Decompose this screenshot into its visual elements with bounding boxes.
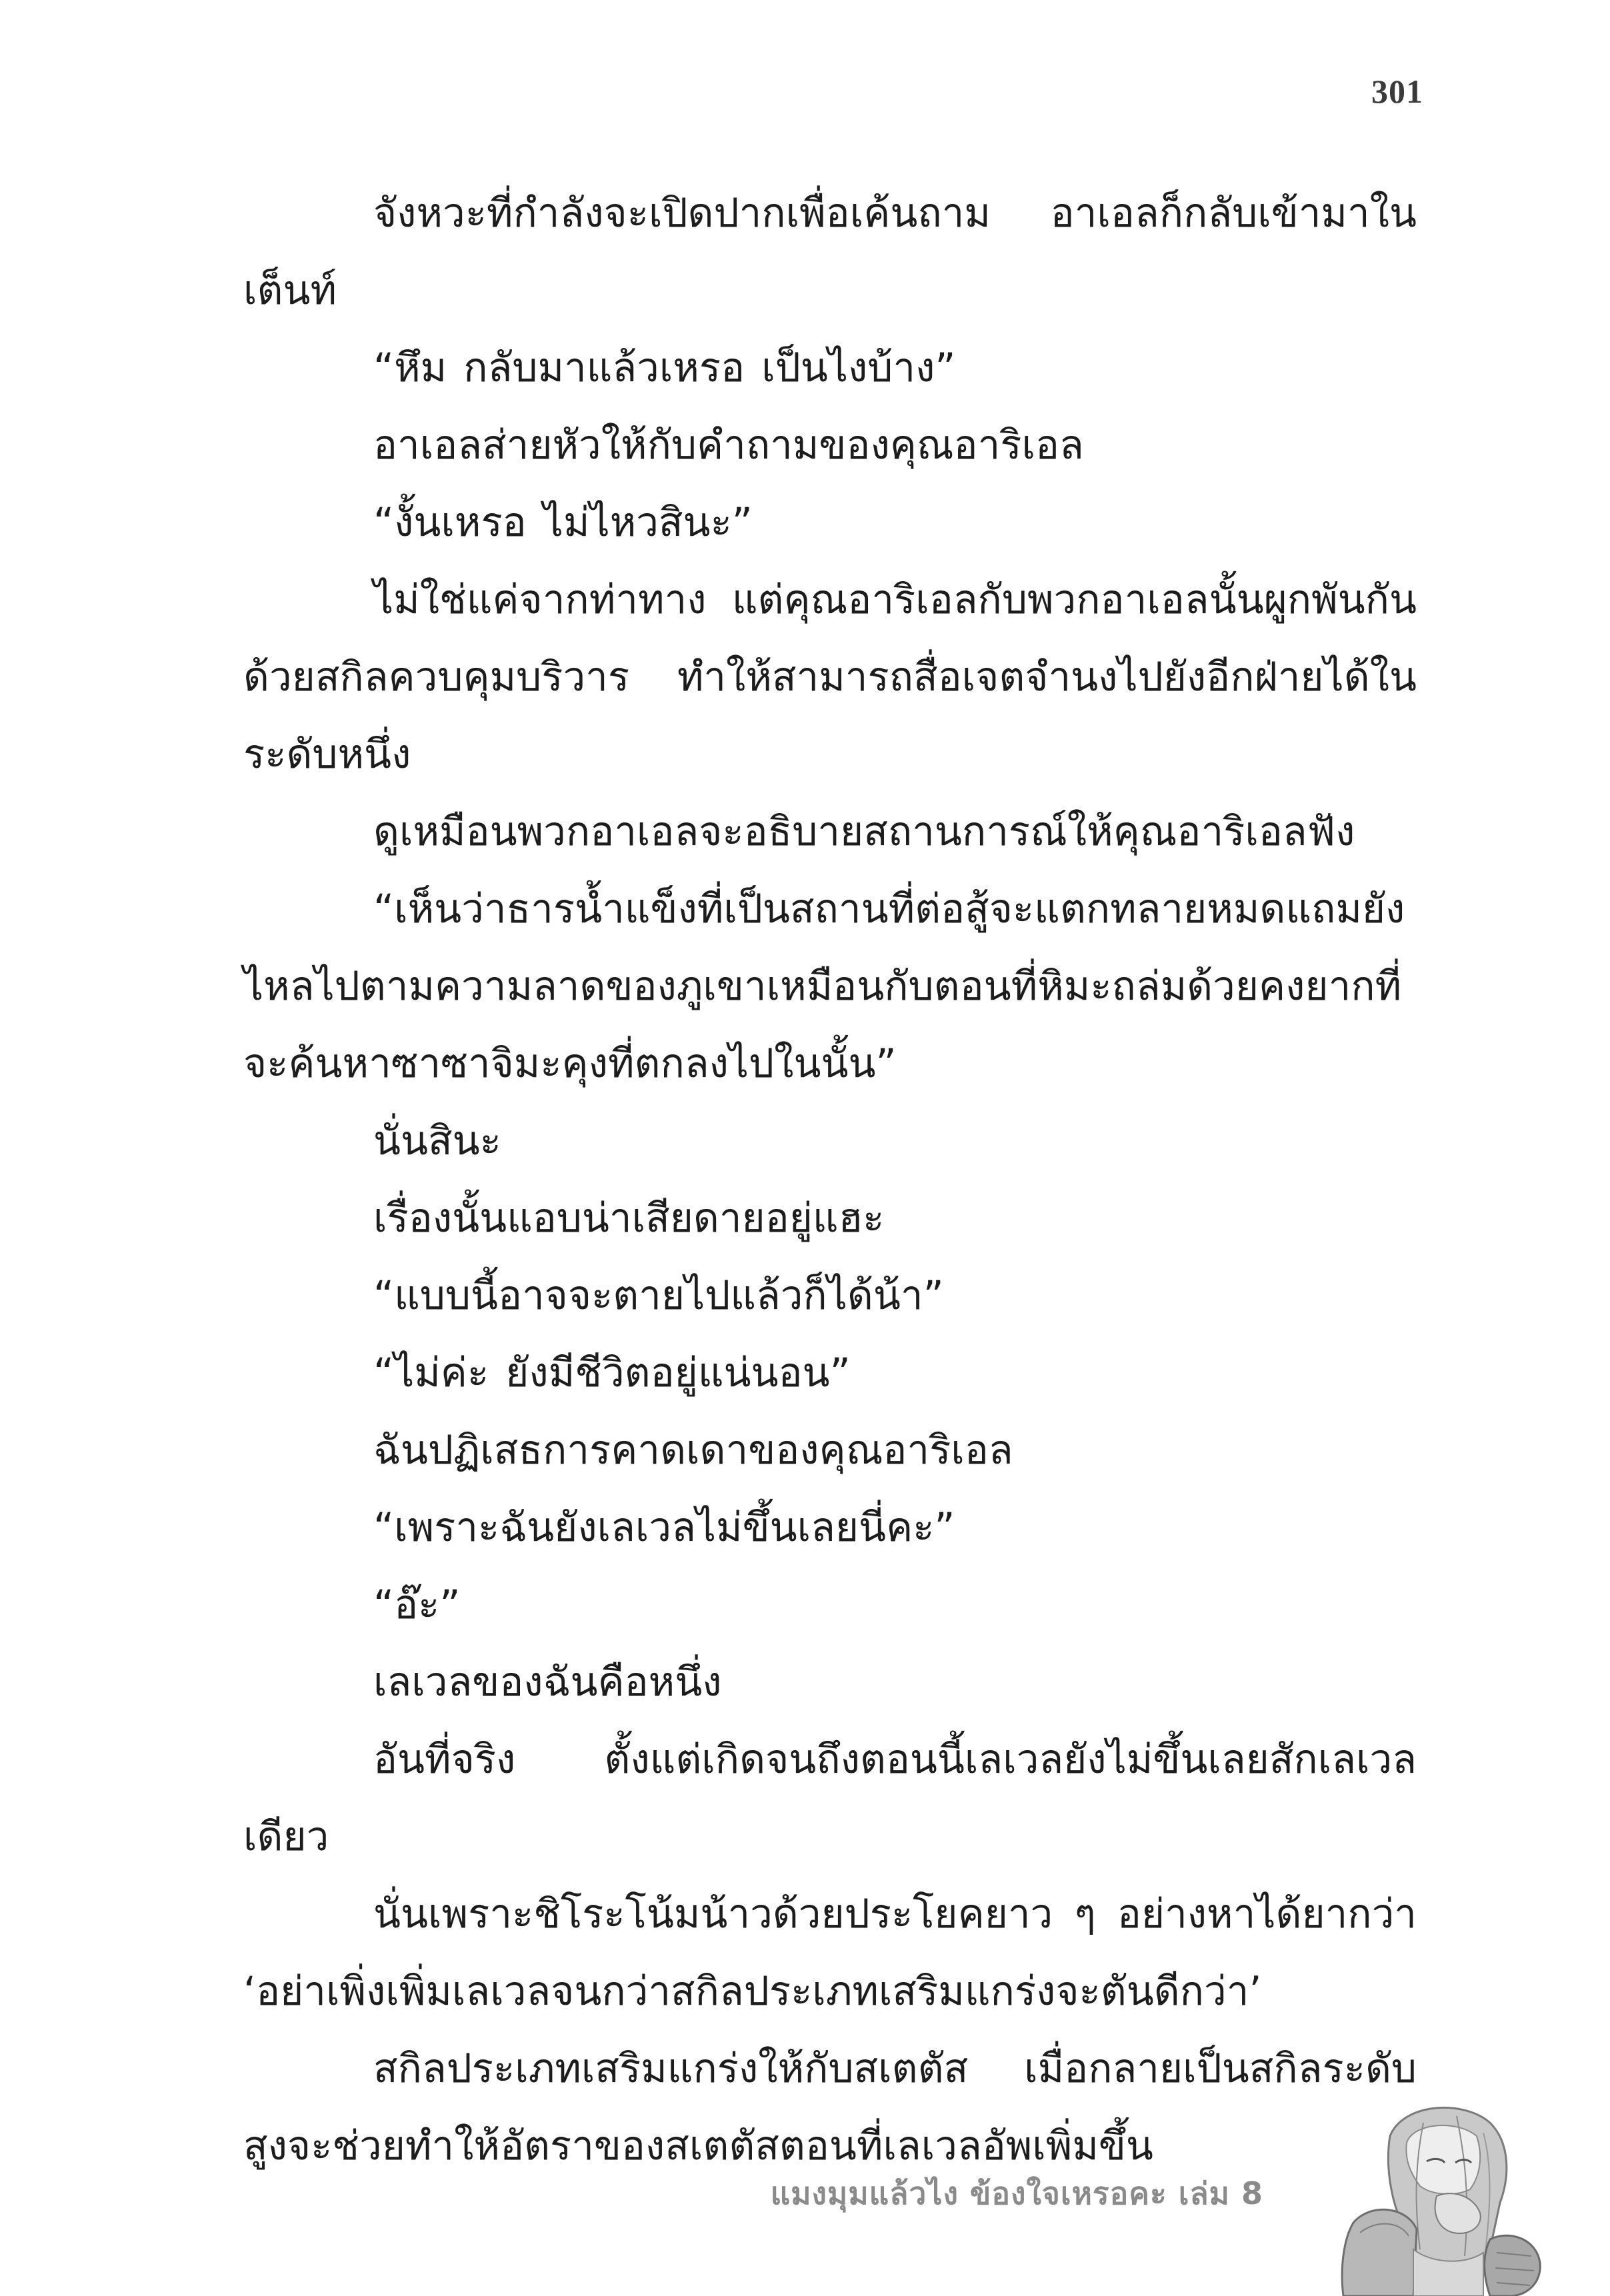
- paragraph: “อ๊ะ”: [373, 1582, 461, 1628]
- paragraph: “เห็นว่าธารน้ำแข็งที่เป็นสถานที่ต่อสู้จะแตกทลายหมดแถมยังไหลไปตามความลาดของภูเขาเหมือนกับตอนที่หิมะถล่มด้วยคงยากที่จะค้นหาซาซาจิมะคุงที่ตกลงไปในนั้น”: [243, 886, 1405, 1087]
- paragraph: จังหวะที่กำลังจะเปิดปากเพื่อเค้นถาม อาเอลก็กลับเข้ามาในเต็นท์: [243, 190, 1417, 314]
- body-text: [243, 175, 1417, 2185]
- page-number: 301: [1371, 73, 1423, 110]
- paragraph: “เพราะฉันยังเลเวลไม่ขึ้นเลยนี่คะ”: [373, 1504, 955, 1551]
- paragraph: ไม่ใช่แค่จากท่าทาง แต่คุณอาริเอลกับพวกอาเอลนั้นผูกพันกันด้วยสกิลควบคุมบริวาร ทำให้สามารถสื่อเจตจำนงไปยังอีกฝ่ายได้ในระดับหนึ่ง: [243, 576, 1417, 778]
- paragraph: เรื่องนั้นแอบน่าเสียดายอยู่แฮะ: [373, 1195, 885, 1242]
- character-illustration: [1290, 2096, 1570, 2296]
- footer-book-title: แมงมุมแล้วไง ข้องใจเหรอคะ เล่ม 8: [770, 2175, 1263, 2211]
- paragraph: “ไม่ค่ะ ยังมีชีวิตอยู่แน่นอน”: [373, 1350, 851, 1396]
- paragraph: นั่นเพราะชิโระโน้มน้าวด้วยประโยคยาว ๆ อย่างหาได้ยากว่า ‘อย่าเพิ่งเพิ่มเลเวลจนกว่าสกิลประเภทเสริมแกร่งจะตันดีกว่า’: [243, 1891, 1417, 2015]
- page-footer: [0, 2123, 1610, 2293]
- paragraph: เลเวลของฉันคือหนึ่ง: [373, 1659, 722, 1706]
- paragraph: อันที่จริง ตั้งแต่เกิดจนถึงตอนนี้เลเวลยังไม่ขึ้นเลยสักเลเวลเดียว: [243, 1736, 1417, 1860]
- paragraph: สกิลประเภทเสริมแกร่งให้กับสเตตัส เมื่อกลายเป็นสกิลระดับสูงจะช่วยทำให้อัตราของสเตตัสตอนที่เลเวลอัพเพิ่มขึ้น: [243, 2045, 1417, 2169]
- paragraph: ดูเหมือนพวกอาเอลจะอธิบายสถานการณ์ให้คุณอาริเอลฟัง: [373, 808, 1355, 855]
- paragraph: “หึม กลับมาแล้วเหรอ เป็นไงบ้าง”: [373, 345, 956, 391]
- paragraph: นั่นสินะ: [373, 1118, 501, 1164]
- paragraph: อาเอลส่ายหัวให้กับคำถามของคุณอาริเอล: [373, 422, 1084, 469]
- paragraph: “งั้นเหรอ ไม่ไหวสินะ”: [373, 499, 753, 546]
- paragraph: “แบบนี้อาจจะตายไปแล้วก็ได้น้า”: [373, 1272, 944, 1319]
- paragraph: ฉันปฏิเสธการคาดเดาของคุณอาริเอล: [373, 1427, 1013, 1474]
